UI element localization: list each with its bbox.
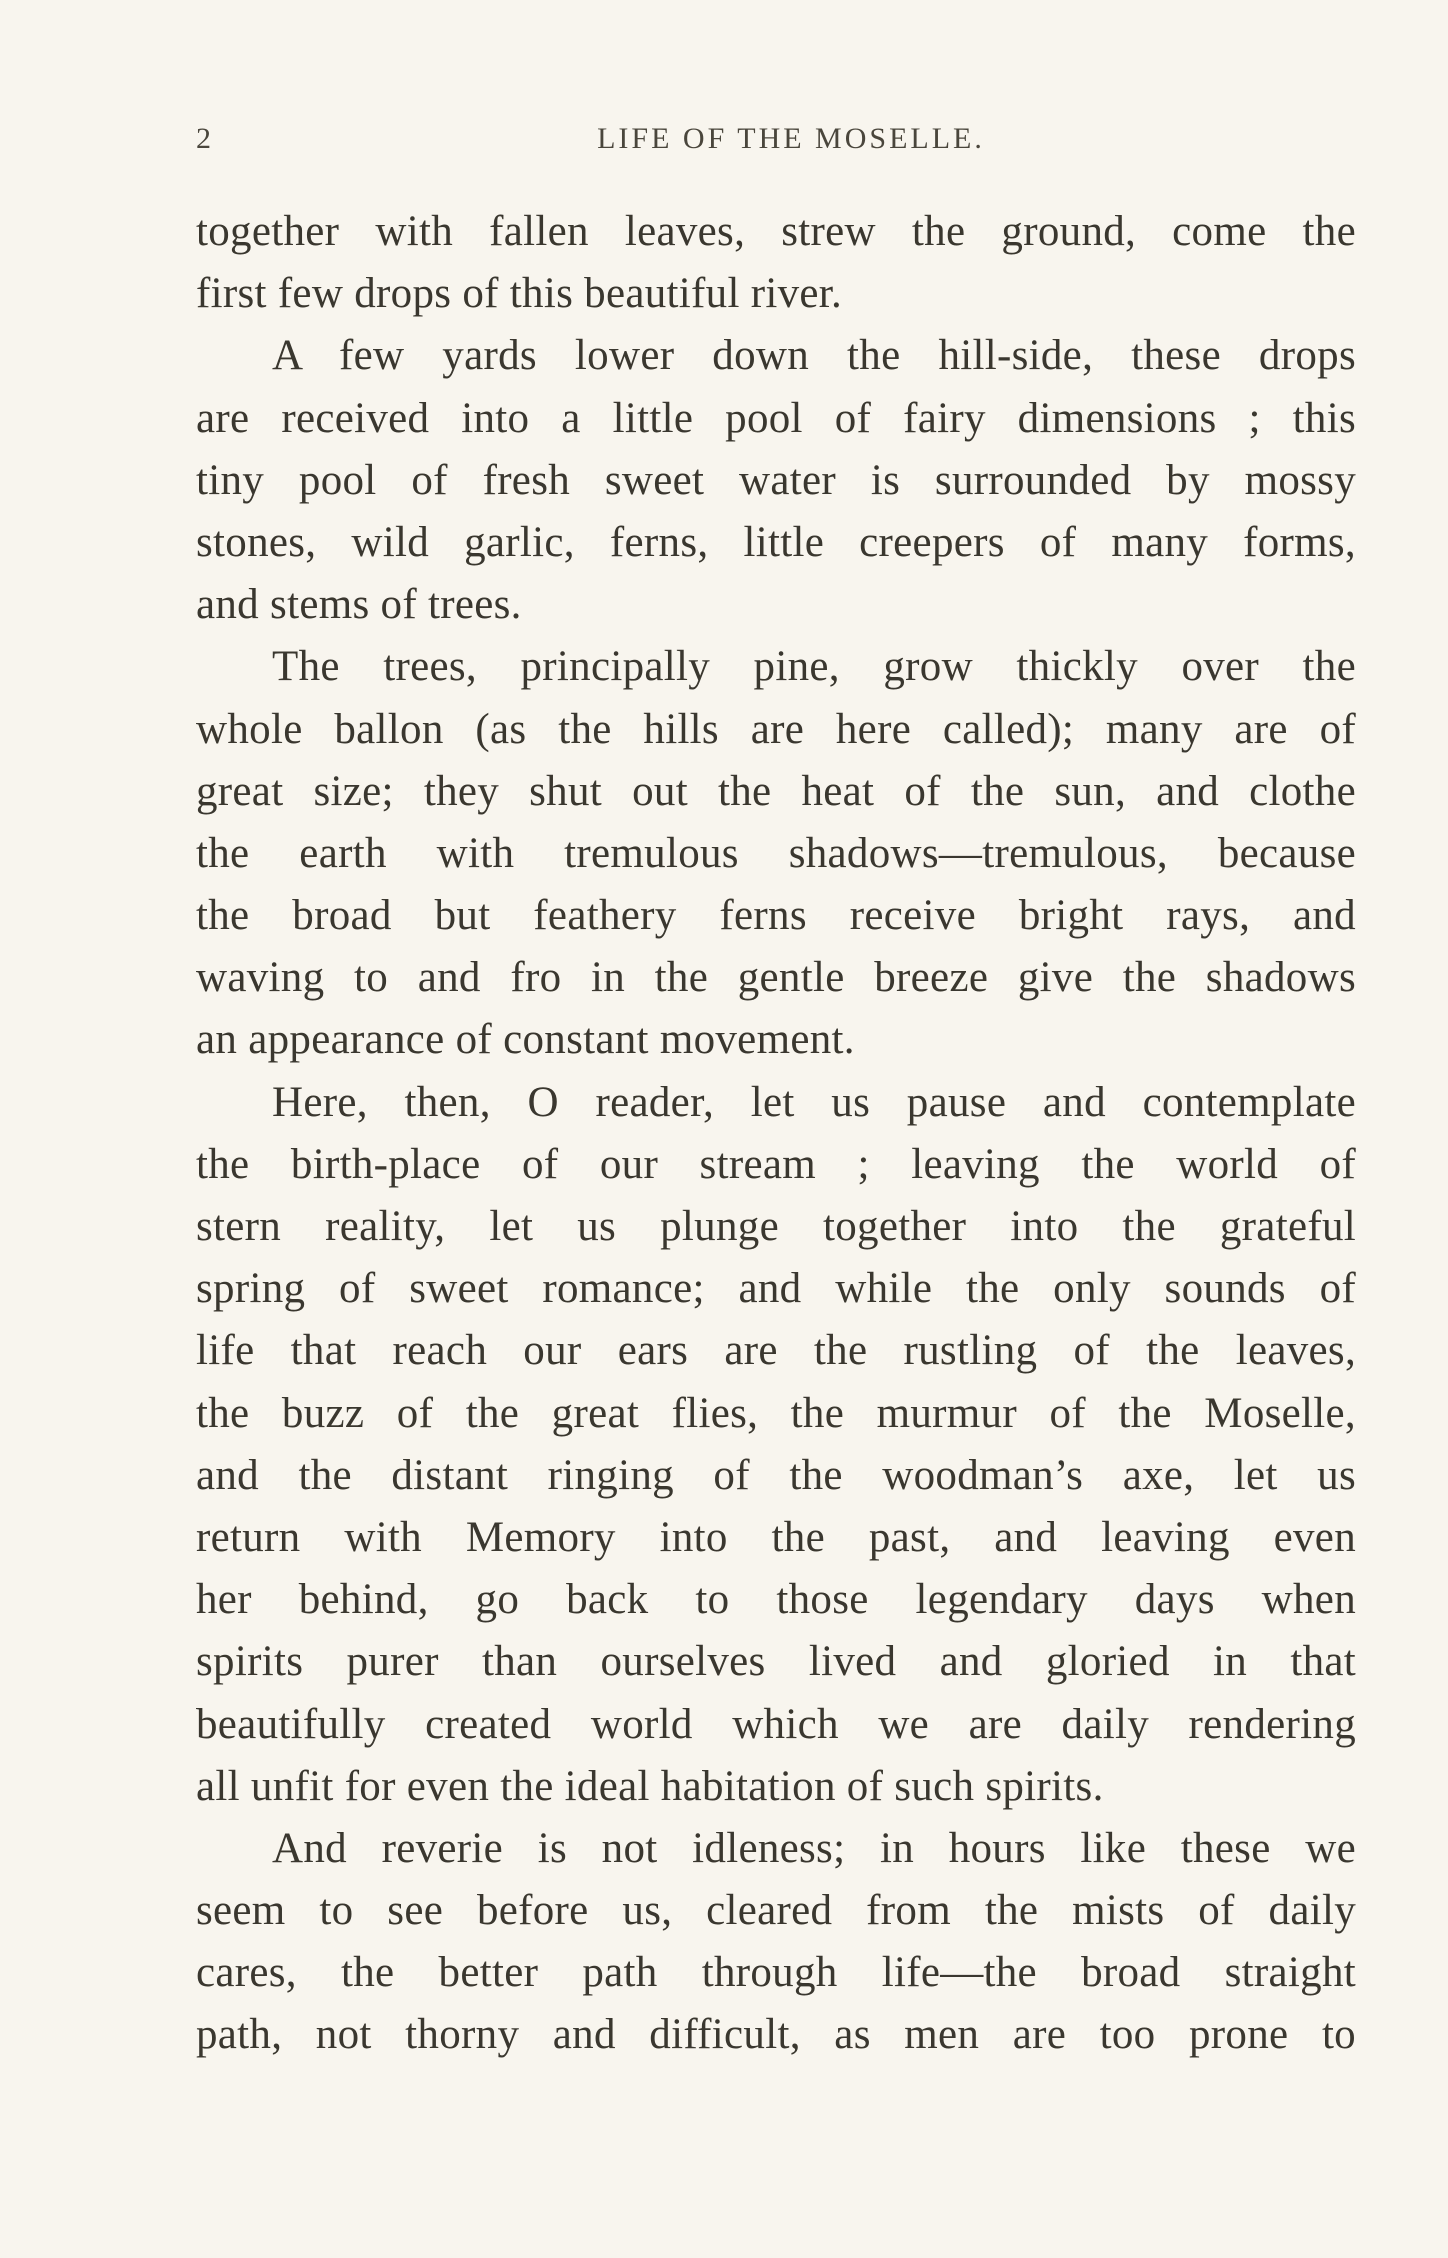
text-line: all unfit for even the ideal habitation of such spirits. (196, 1762, 1104, 1810)
text-line: the buzz of the great flies, the murmur of the Moselle, (196, 1389, 1356, 1437)
text-line: spring of sweet romance; and while the only sounds of (196, 1265, 1356, 1313)
text-line: her behind, go back to those legendary days when (196, 1576, 1356, 1624)
text-line: and stems of trees. (196, 581, 522, 629)
text-line: return with Memory into the past, and leaving even (196, 1513, 1356, 1561)
text-line: and the distant ringing of the woodman’s axe, let us (196, 1451, 1356, 1499)
text-line: together with fallen leaves, strew the ground, come the (196, 208, 1356, 255)
text-line: cares, the better path through life—the broad straight (196, 1949, 1356, 1997)
text-line: the broad but feathery ferns receive bright rays, and (196, 892, 1356, 940)
text-line: stern reality, let us plunge together into the grateful (196, 1203, 1356, 1250)
text-line: the earth with tremulous shadows—tremulous, because (196, 829, 1356, 877)
text-line: path, not thorny and difficult, as men are too prone to (196, 2011, 1356, 2059)
text-line: Here, then, O reader, let us pause and contemplate (272, 1078, 1356, 1126)
page-number: 2 (196, 122, 214, 155)
text-line: And reverie is not idleness; in hours like these we (272, 1824, 1356, 1872)
text-line: spirits purer than ourselves lived and gloried in that (196, 1638, 1356, 1686)
text-line: life that reach our ears are the rustling of the leaves, (196, 1327, 1356, 1375)
running-title: LIFE OF THE MOSELLE. (597, 122, 985, 155)
text-line: waving to and fro in the gentle breeze give the shadows (196, 954, 1356, 1002)
text-line: first few drops of this beautiful river. (196, 270, 843, 318)
text-line: beautifully created world which we are daily rendering (196, 1700, 1356, 1748)
page-header (196, 122, 1356, 172)
text-line: are received into a little pool of fairy dimensions ; this (196, 394, 1356, 442)
text-line: tiny pool of fresh sweet water is surrounded by mossy (196, 456, 1356, 504)
text-line: seem to see before us, cleared from the mists of daily (196, 1887, 1356, 1935)
text-line: an appearance of constant movement. (196, 1016, 855, 1064)
body-text (196, 201, 1356, 2067)
text-line: whole ballon (as the hills are here called); many are of (196, 705, 1356, 753)
text-line: great size; they shut out the heat of the sun, and clothe (196, 767, 1356, 815)
text-line: A few yards lower down the hill-side, these drops (272, 332, 1356, 380)
text-line: stones, wild garlic, ferns, little creepers of many forms, (196, 518, 1356, 566)
text-line: the birth-place of our stream ; leaving the world of (196, 1140, 1356, 1188)
text-line: The trees, principally pine, grow thickly over the (272, 643, 1356, 691)
